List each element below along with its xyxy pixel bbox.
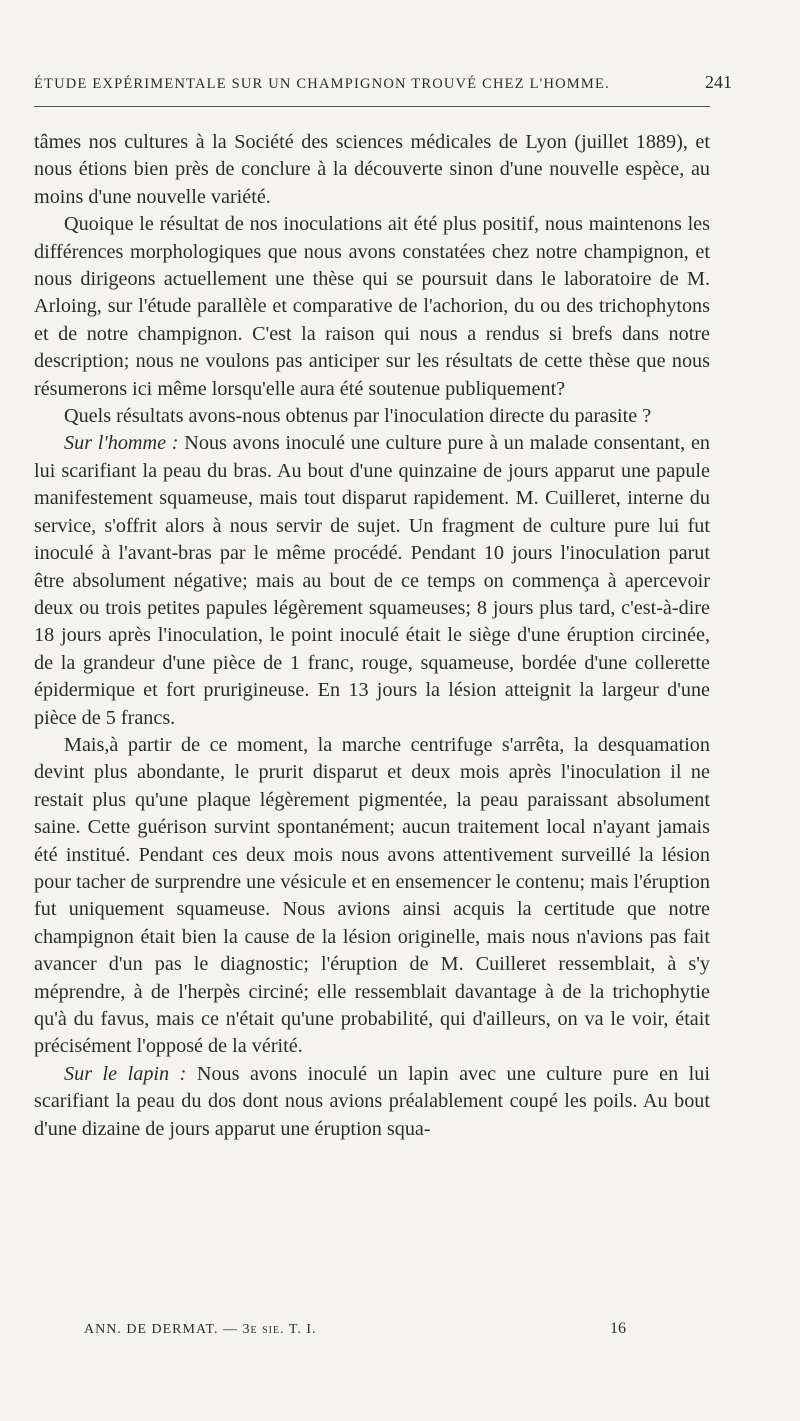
running-title: ÉTUDE EXPÉRIMENTALE SUR UN CHAMPIGNON TROUVÉ CHEZ L'HOMME. [34, 76, 610, 92]
signature-number: 16 [610, 1320, 626, 1337]
paragraph-4: Sur l'homme : Nous avons inoculé une culture pure à un malade consentant, en lui scarifiant la peau du bras. Au bout d'une quinzaine de jours apparut une papule manifestement squameuse, mais tout disparut rapidement. M. Cuilleret, interne du service, s'offrit alors à nous servir de sujet. Un fragment de culture pure lui fut inoculé à l'avant-bras par le même procédé. Pendant 10 jours l'inoculation parut être absolument négative; mais au bout de ce temps on commença à apercevoir deux ou trois petites papules légèrement squameuses; 8 jours plus tard, c'est-à-dire 18 jours après l'inoculation, le point inoculé était le siège d'une éruption circinée, de la grandeur d'une pièce de 1 franc, rouge, squameuse, bordée d'une collerette épidermique et fort prurigineuse. En 13 jours la lésion atteignit la largeur d'une pièce de 5 francs. [34, 432, 710, 729]
paragraph-2: Quoique le résultat de nos inoculations ait été plus positif, nous maintenons les différences morphologiques que nous avons constatées chez notre champignon, et nous dirigeons actuellement une thèse qui se poursuit dans le laboratoire de M. Arloing, sur l'étude parallèle et comparative de l'achorion, du ou des trichophytons et de notre champignon. C'est la raison qui nous a rendus si brefs dans notre description; nous ne voulons pas anticiper sur les résultats de cette thèse que nous résumerons ici même lorsqu'elle aura été soutenue publiquement? [34, 213, 710, 400]
page-number: 241 [705, 72, 732, 92]
paragraph-3: Quels résultats avons-nous obtenus par l'inoculation directe du parasite ? [64, 405, 652, 428]
page [34, 70, 732, 1143]
paragraph-1: tâmes nos cultures à la Société des sciences médicales de Lyon (juillet 1889), et nous étions bien près de conclure à la découverte sinon d'une nouvelle espèce, au moins d'une nouvelle variété. [34, 131, 710, 208]
section-lead-lapin: Sur le lapin : [64, 1062, 187, 1085]
body-text [34, 129, 710, 1143]
paragraph-6: Sur le lapin : Nous avons inoculé un lapin avec une culture pure en lui scarifiant la peau du dos dont nous avions préalablement coupé les poils. Au bout d'une dizaine de jours apparut une éruption squa- [34, 1062, 710, 1140]
header-rule [34, 106, 710, 107]
running-header [34, 70, 732, 100]
paragraph-5: Mais,à partir de ce moment, la marche centrifuge s'arrêta, la desquamation devint plus abondante, le prurit disparut et deux mois après l'inoculation il ne restait plus qu'une plaque légèrement pigmentée, la peau paraissant absolument saine. Cette guérison survint spontanément; aucun traitement local n'ayant jamais été institué. Pendant ces deux mois nous avons attentivement surveillé la lésion pour tacher de surprendre une vésicule et en ensemencer le contenu; mais l'éruption fut uniquement squameuse. Nous avions ainsi acquis la certitude que notre champignon était bien la cause de la lésion originelle, mais nous n'avions pas fait avancer d'un pas le diagnostic; l'éruption de M. Cuilleret ressemblait, à s'y méprendre, à de l'herpès circiné; elle ressemblait davantage à de la trichophytie qu'à du favus, mais ce n'était qu'une probabilité, qui d'ailleurs, on va le voir, était précisément l'opposé de la vérité. [34, 733, 710, 1058]
section-lead-homme: Sur l'homme : [64, 432, 179, 455]
signature-text: ANN. DE DERMAT. — 3e sie. T. I. [84, 1322, 317, 1337]
